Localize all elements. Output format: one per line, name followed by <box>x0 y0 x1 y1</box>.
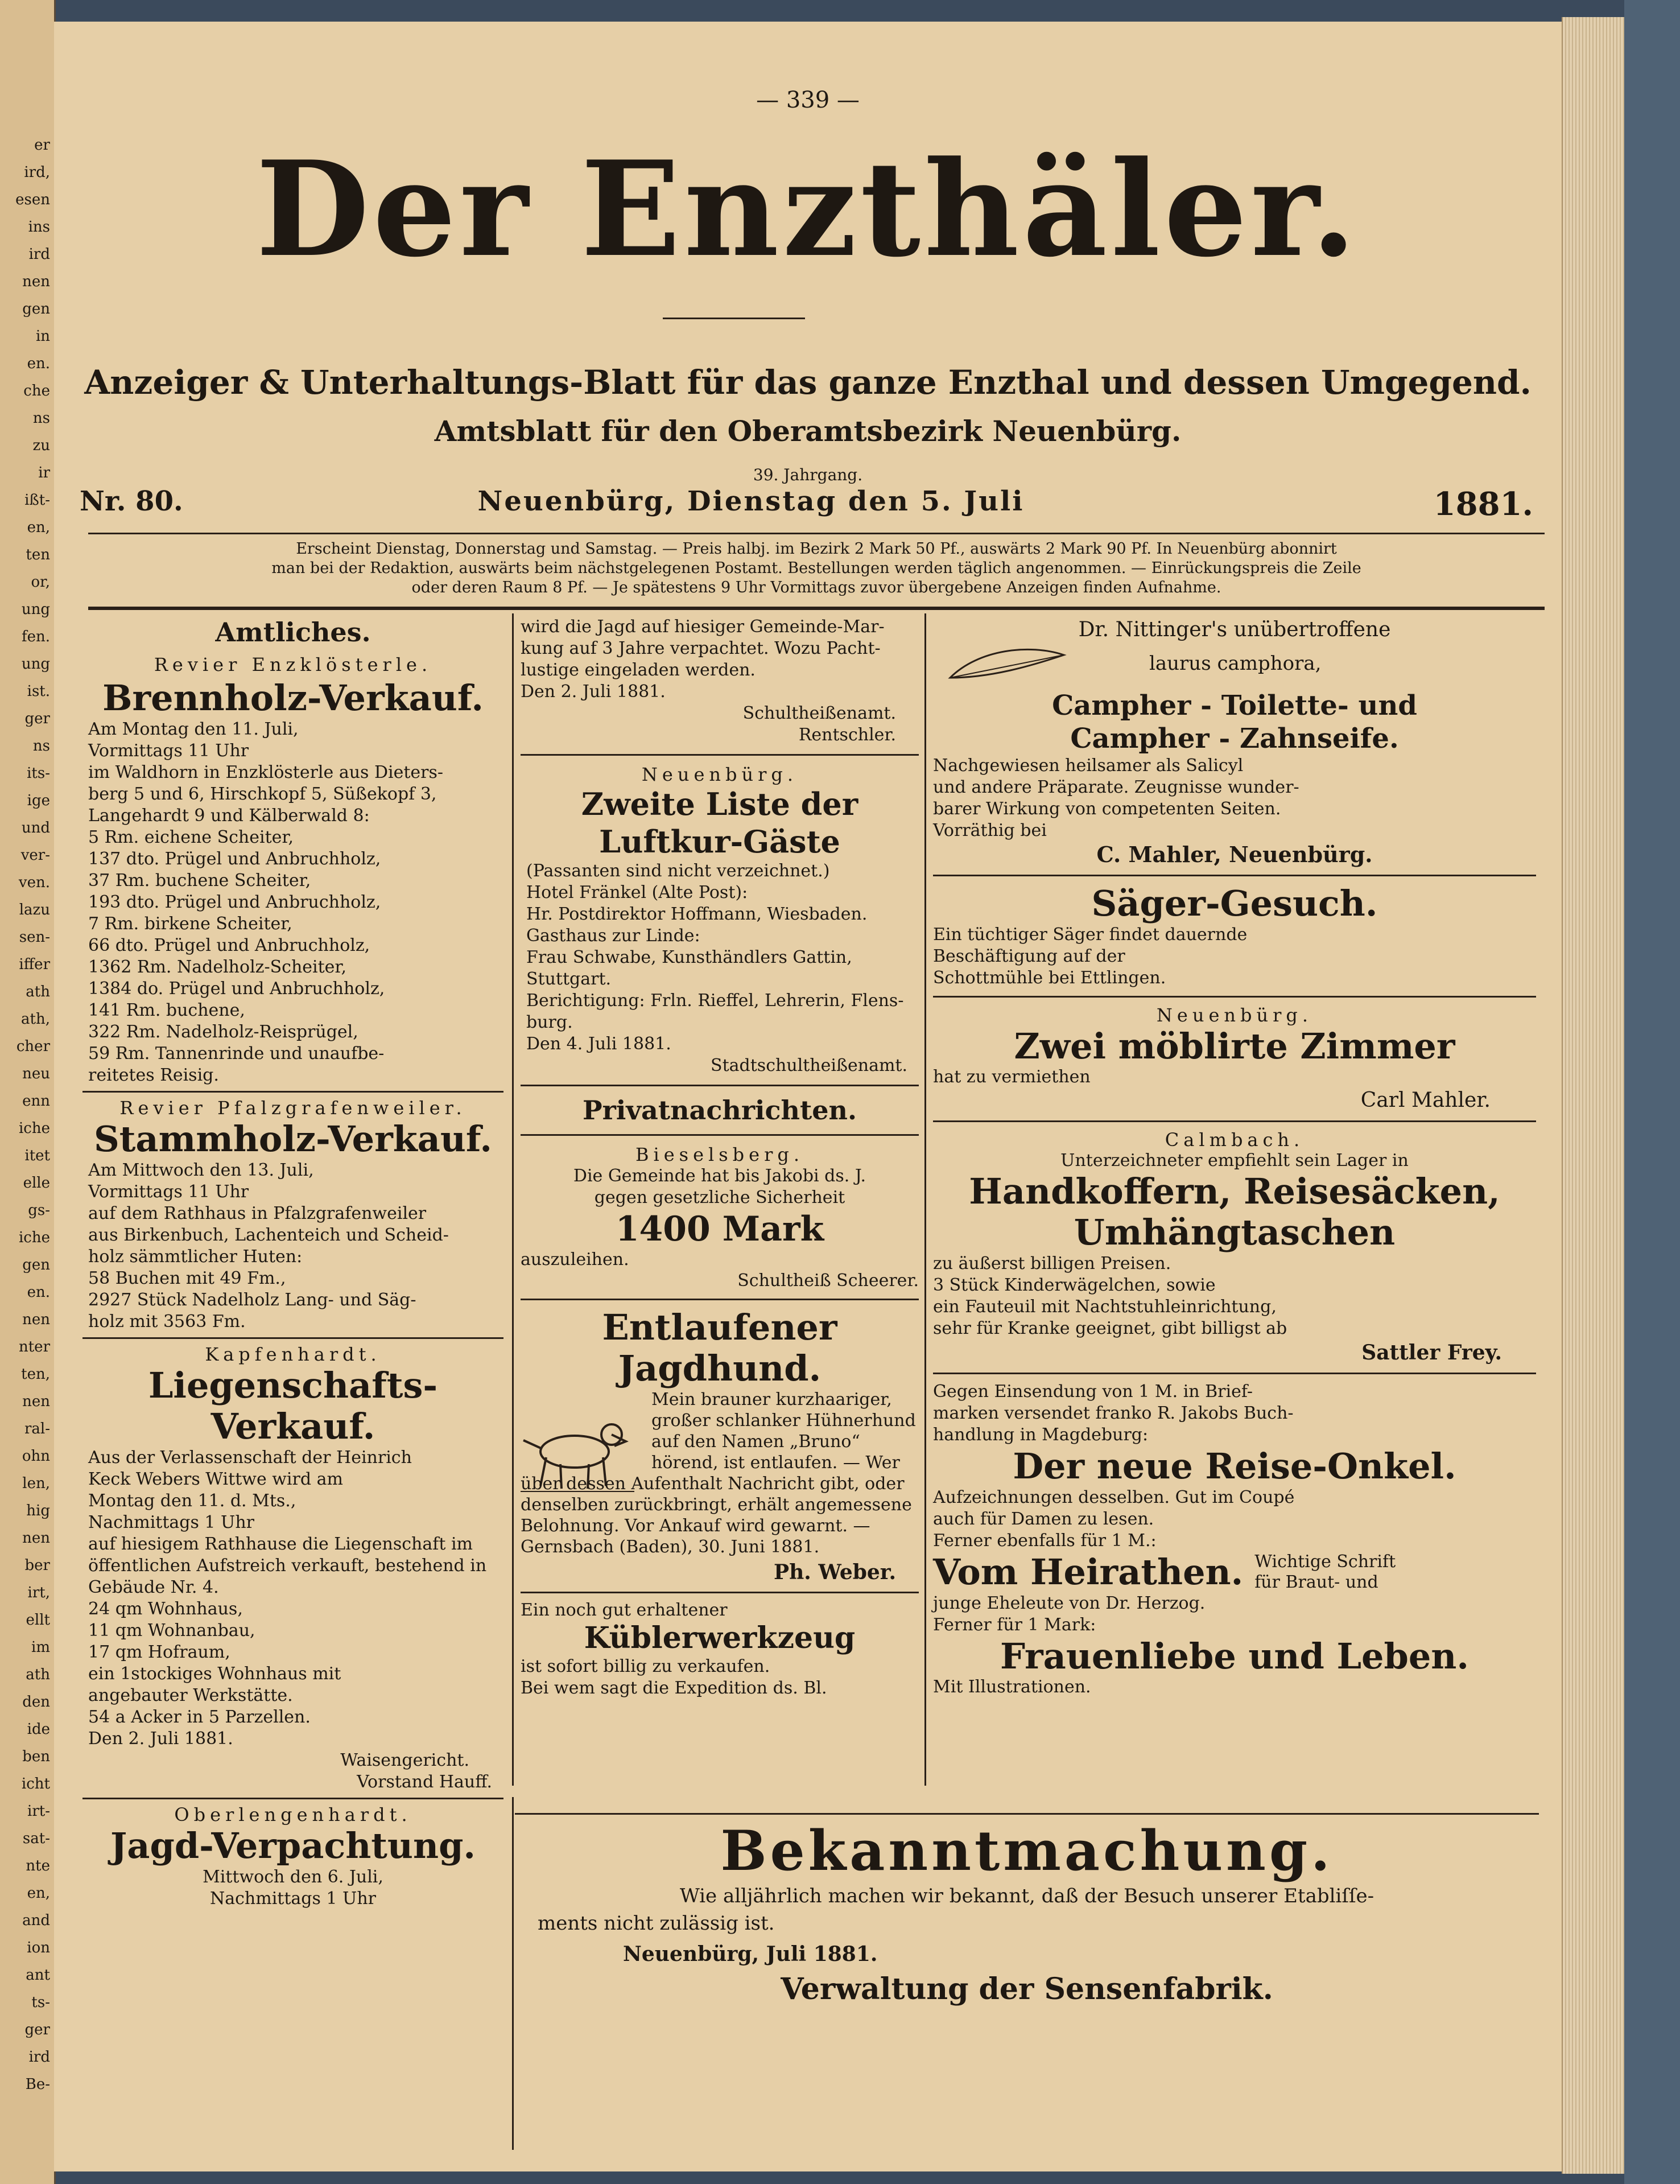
ad-signature: Schultheißenamt. <box>742 703 896 723</box>
ad-line: Den 4. Juli 1881. <box>526 1034 671 1054</box>
ad-body <box>933 1487 1536 1552</box>
ad-title: Handkoffern, Reisesäcken, <box>969 1171 1500 1212</box>
left-page-fragment: ten, <box>21 1366 50 1383</box>
ad-line: 322 Rm. Nadelholz-Reisprügel, <box>88 1022 358 1042</box>
ad-line: hörend, ist entlaufen. — Wer <box>651 1453 900 1473</box>
left-page-fragment: en, <box>27 1885 50 1902</box>
dog-ad-body <box>521 1389 919 1560</box>
ad-line: marken versendet franko R. Jakobs Buch- <box>933 1403 1294 1423</box>
left-page-fragment: ion <box>27 1939 50 1956</box>
left-page-fragment: ver- <box>20 847 50 864</box>
ad-body <box>521 1656 919 1699</box>
ad-line: Mit Illustrationen. <box>933 1677 1091 1697</box>
ad-line: Beschäftigung auf der <box>933 946 1125 966</box>
ad-line: auf den Namen „Bruno“ <box>651 1432 860 1452</box>
left-page-fragment: irt, <box>27 1584 50 1601</box>
ad-line: Gebäude Nr. 4. <box>88 1577 219 1597</box>
ad-line: 24 qm Wohnhaus, <box>88 1599 243 1619</box>
ad-line: angebauter Werkstätte. <box>88 1686 293 1705</box>
left-page-fragment: ben <box>22 1748 50 1765</box>
issue-number: Nr. 80. <box>80 485 183 517</box>
column-2 <box>521 616 919 1699</box>
ad-line: hat zu vermiethen <box>933 1067 1091 1087</box>
left-page-fragment: im <box>31 1639 50 1656</box>
left-page-fragment: lazu <box>19 901 50 918</box>
column-divider <box>924 613 926 1786</box>
left-page-fragment: ird <box>28 2049 50 2066</box>
column-divider <box>512 1797 514 2150</box>
ad-title: Der neue Reise-Onkel. <box>1013 1445 1456 1487</box>
announcement-signature: Verwaltung der Sensenfabrik. <box>781 1972 1273 2006</box>
left-page-fragment: nte <box>26 1857 50 1874</box>
ad-title: Campher - Zahnseife. <box>1070 723 1399 755</box>
left-page-fragment: en, <box>27 519 50 536</box>
ad-line: Vorräthig bei <box>933 821 1047 840</box>
left-page-edge <box>0 0 56 2184</box>
ad-line: Belohnung. Vor Ankauf wird gewarnt. — <box>521 1516 870 1536</box>
ad-body <box>521 616 919 703</box>
section-heading-amtliches: Amtliches. <box>215 617 371 648</box>
section-heading-private: Privatnachrichten. <box>583 1095 857 1126</box>
left-page-fragment: and <box>22 1912 50 1929</box>
ad-title: Zweite Liste der Luftkur-Gäste <box>581 786 858 860</box>
left-page-fragment: ath <box>26 1666 50 1683</box>
announcement-place: Neuenbürg, Juli 1881. <box>623 1942 878 1966</box>
ad-line: im Waldhorn in Enzklösterle aus Dieters- <box>88 763 444 782</box>
ad-line: und andere Präparate. Zeugnisse wunder- <box>933 777 1299 797</box>
left-page-fragment: sat- <box>22 1830 50 1847</box>
ad-line: Gernsbach (Baden), 30. Juni 1881. <box>521 1537 820 1557</box>
ad-line: Den 2. Juli 1881. <box>521 682 666 702</box>
column-divider <box>512 613 514 1786</box>
ad-signature: Sattler Frey. <box>1361 1341 1502 1365</box>
left-page-fragment: in <box>35 328 50 345</box>
ad-line: Gegen Einsendung von 1 M. in Brief- <box>933 1382 1253 1402</box>
left-page-fragment: its- <box>27 765 50 782</box>
ad-line: 58 Buchen mit 49 Fm., <box>88 1268 286 1288</box>
left-page-fragment: nen <box>22 1311 50 1328</box>
left-page-fragment: ant <box>26 1967 50 1984</box>
ad-body <box>82 719 503 1086</box>
ad-line: Am Mittwoch den 13. Juli, <box>88 1160 314 1180</box>
ad-line: Hr. Postdirektor Hoffmann, Wiesbaden. <box>526 904 868 924</box>
left-page-fragment: gen <box>22 1256 50 1274</box>
ad-line: wird die Jagd auf hiesiger Gemeinde-Mar- <box>521 617 885 637</box>
ad-signature: Carl Mahler. <box>1360 1089 1491 1112</box>
announcement-line: Wie alljährlich machen wir bekannt, daß der Besuch unserer Etabliſſe- <box>679 1885 1374 1907</box>
left-page-fragment: ung <box>21 601 50 618</box>
ad-line: Wichtige Schrift <box>1254 1552 1396 1572</box>
ad-line: burg. <box>526 1012 573 1032</box>
ad-line: Montag den 11. d. Mts., <box>88 1491 296 1511</box>
ad-signature: Ph. Weber. <box>774 1560 896 1584</box>
subtitle: Anzeiger & Unterhaltungs-Blatt für das ganze Enzthal und dessen Umgegend. <box>84 363 1532 402</box>
ad-signature: Vorstand Hauff. <box>357 1772 492 1792</box>
ad-place: Oberlengenhardt. <box>174 1804 412 1826</box>
ad-line: Berichtigung: Frln. Rieffel, Lehrerin, Flens- <box>526 991 904 1011</box>
ad-title: Zwei möblirte Zimmer <box>1014 1025 1455 1067</box>
ad-line: Vormittags 11 Uhr <box>88 741 249 761</box>
ad-seller: C. Mahler, Neuenbürg. <box>1096 842 1373 867</box>
leaf-icon <box>944 644 1070 689</box>
notice-line: oder deren Raum 8 Pf. — Je spätestens 9 Uhr Vormittags zuvor übergebene Anzeigen finden Aufnahme. <box>411 579 1221 596</box>
left-page-fragment: er <box>34 137 50 154</box>
ad-line: Am Montag den 11. Juli, <box>88 719 299 739</box>
ad-line: für Braut- und <box>1254 1572 1378 1592</box>
ad-line: Nachgewiesen heilsamer als Salicyl <box>933 756 1244 776</box>
left-page-fragment: gs- <box>28 1202 50 1219</box>
ad-title: Brennholz-Verkauf. <box>102 677 484 719</box>
ad-body <box>933 1381 1536 1446</box>
left-page-fragment: neu <box>22 1065 50 1082</box>
ad-line: kung auf 3 Jahre verpachtet. Wozu Pacht- <box>521 638 881 658</box>
ad-body <box>82 1866 503 1910</box>
official-line: Amtsblatt für den Oberamtsbezirk Neuenbürg. <box>434 414 1182 448</box>
book-cover <box>1624 0 1680 2184</box>
notice-rule <box>88 607 1545 610</box>
ad-title: Campher - Toilette- und <box>1052 690 1417 722</box>
ad-place: Bieselsberg. <box>635 1144 804 1165</box>
ad-line: großer schlanker Hühnerhund <box>651 1411 916 1431</box>
ad-line: Aufzeichnungen desselben. Gut im Coupé <box>933 1487 1295 1507</box>
ad-body <box>933 755 1536 842</box>
ad-line: Nachmittags 1 Uhr <box>209 1889 376 1909</box>
left-page-fragment: elle <box>23 1175 50 1192</box>
left-page-fragment: esen <box>15 191 50 208</box>
ad-line: sehr für Kranke geeignet, gibt billigst ab <box>933 1318 1287 1338</box>
ad-line: Bei wem sagt die Expedition ds. Bl. <box>521 1678 827 1698</box>
announcement <box>521 1820 1533 2008</box>
ad-signature: Schultheiß Scheerer. <box>737 1271 919 1291</box>
announcement-line: ments nicht zulässig ist. <box>538 1912 775 1935</box>
ad-line: ein Fauteuil mit Nachtstuhleinrichtung, <box>933 1297 1277 1317</box>
left-page-fragment: ts- <box>31 1994 50 2011</box>
left-page-fragment: ger <box>24 2021 50 2038</box>
ad-line: Mittwoch den 6. Juli, <box>203 1867 383 1887</box>
ad-line: Ferner ebenfalls für 1 M.: <box>933 1531 1157 1551</box>
year: 1881. <box>1433 485 1533 523</box>
ad-body <box>521 1389 919 1557</box>
ad-line: Frau Schwabe, Kunsthändlers Gattin, <box>526 947 852 967</box>
ad-title: Entlaufener Jagdhund. <box>602 1307 837 1389</box>
ad-line: Ferner für 1 Mark: <box>933 1615 1096 1635</box>
left-page-fragment: ung <box>21 656 50 673</box>
left-page-fragment: ellt <box>26 1612 50 1629</box>
ad-line: öffentlichen Aufstreich verkauft, bestehend in <box>88 1556 487 1576</box>
left-page-fragment: irt- <box>27 1803 50 1820</box>
ad-line: aus Birkenbuch, Lachenteich und Scheid- <box>88 1225 449 1245</box>
ad-body <box>933 1593 1536 1636</box>
ad-line: (Passanten sind nicht verzeichnet.) <box>526 861 830 881</box>
page-number: — 339 — <box>756 87 860 113</box>
column-1 <box>82 616 503 1910</box>
ad-line: 3 Stück Kinderwägelchen, sowie <box>933 1275 1216 1295</box>
ad-line: Den 2. Juli 1881. <box>88 1729 233 1749</box>
ad-title: Stammholz-Verkauf. <box>94 1118 492 1160</box>
ad-line: 2927 Stück Nadelholz Lang- und Säg- <box>88 1290 416 1310</box>
notice-line: man bei der Redaktion, auswärts beim nächstgelegenen Postamt. Bestellungen werden täglich angenommen. — Einrückungspreis die Zeile <box>271 559 1361 577</box>
left-page-fragment: or, <box>31 574 50 591</box>
ad-body <box>933 1253 1536 1340</box>
ad-line: Keck Webers Wittwe wird am <box>88 1469 343 1489</box>
ad-title: Umhängtaschen <box>1074 1211 1396 1253</box>
header-rule <box>88 533 1545 534</box>
left-page-fragment: ir <box>38 464 50 481</box>
left-page-fragment: ohn <box>22 1448 50 1465</box>
ad-signature: Waisengericht. <box>340 1750 469 1770</box>
ad-title: Küblerwerkzeug <box>584 1621 856 1655</box>
ad-line: denselben zurückbringt, erhält angemessene <box>521 1495 912 1515</box>
ad-line: barer Wirkung von competenten Seiten. <box>933 799 1281 819</box>
ad-line: auf hiesigem Rathhause die Liegenschaft im <box>88 1534 473 1554</box>
ad-title: Vom Heirathen. <box>933 1551 1244 1593</box>
left-page-fragment: zu <box>32 437 50 454</box>
left-page-fragment: ten <box>26 546 50 563</box>
dateline: Neuenbürg, Dienstag den 5. Juli <box>477 485 1025 517</box>
ad-line: 1384 do. Prügel und Anbruchholz, <box>88 979 385 999</box>
ad-line: Vormittags 11 Uhr <box>88 1182 249 1202</box>
left-page-fragment: ird, <box>24 164 50 181</box>
ad-signature: Stadtschultheißenamt. <box>711 1056 907 1075</box>
left-page-fragment: iffer <box>19 956 50 973</box>
left-page-fragment: nen <box>22 1530 50 1547</box>
ad-title: Dr. Nittinger's unübertroffene <box>1078 618 1391 641</box>
ad-line: 193 dto. Prügel und Anbruchholz, <box>88 892 381 912</box>
ad-line: Gasthaus zur Linde: <box>526 926 700 946</box>
ad-line: Unterzeichneter empfiehlt sein Lager in <box>1060 1151 1409 1171</box>
ad-line: Schottmühle bei Ettlingen. <box>933 968 1166 988</box>
ad-place: Neuenbürg. <box>1156 1004 1313 1026</box>
left-page-fragment: ist. <box>27 683 50 700</box>
ad-body <box>933 924 1536 989</box>
column-3 <box>933 616 1536 1697</box>
ad-line: Mein brauner kurzhaariger, <box>651 1390 892 1410</box>
left-page-fragment: ath <box>26 983 50 1000</box>
ad-line: ist sofort billig zu verkaufen. <box>521 1656 770 1676</box>
ad-body <box>521 1165 919 1209</box>
left-page-fragment: en. <box>27 1284 50 1301</box>
left-page-fragment: iche <box>18 1229 50 1246</box>
ad-line: Aus der Verlassenschaft der Heinrich <box>88 1448 412 1468</box>
ad-body <box>521 860 919 1055</box>
left-page-fragment: nen <box>22 273 50 290</box>
ornament-rule <box>663 318 805 319</box>
volume: 39. Jahrgang. <box>753 465 863 484</box>
ad-line: 141 Rm. buchene, <box>88 1000 245 1020</box>
ad-place: Kapfenhardt. <box>205 1344 381 1365</box>
ad-subtitle: laurus camphora, <box>1149 652 1322 675</box>
left-page-fragment: ns <box>32 737 50 755</box>
loan-amount: 1400 Mark <box>615 1209 824 1249</box>
ad-line: Langehardt 9 und Kälberwald 8: <box>88 806 370 826</box>
ad-line: handlung in Magdeburg: <box>933 1425 1149 1445</box>
subscription-notice <box>88 539 1545 597</box>
left-page-fragment: hig <box>26 1502 50 1519</box>
announcement-rule <box>515 1813 1539 1815</box>
ad-line: 7 Rm. birkene Scheiter, <box>88 914 292 934</box>
ad-title: Jagd-Verpachtung. <box>110 1825 476 1866</box>
left-page-fragment: ißt- <box>24 492 50 509</box>
left-page-fragment: ven. <box>18 874 50 891</box>
ad-line: holz mit 3563 Fm. <box>88 1312 246 1332</box>
ad-line: zu äußerst billigen Preisen. <box>933 1254 1171 1274</box>
newspaper-page <box>54 22 1562 2171</box>
left-page-fragment: ber <box>24 1557 50 1574</box>
notice-line: Erscheint Dienstag, Donnerstag und Samstag. — Preis halbj. im Bezirk 2 Mark 50 Pf., auswärts 2 Mark 90 Pf. In Neuenbürg abonnirt <box>296 540 1337 558</box>
left-page-fragment: iche <box>18 1120 50 1137</box>
ad-title: Liegenschafts-Verkauf. <box>148 1365 438 1447</box>
ad-line: gegen gesetzliche Sicherheit <box>594 1188 845 1208</box>
left-page-fragment: len, <box>22 1475 50 1492</box>
ad-line: Die Gemeinde hat bis Jakobi ds. J. <box>573 1166 866 1186</box>
ad-line: Hotel Fränkel (Alte Post): <box>526 883 748 903</box>
ad-line: 5 Rm. eichene Scheiter, <box>88 827 294 847</box>
left-page-fragment: den <box>22 1693 50 1711</box>
left-page-fragment: ide <box>27 1721 50 1738</box>
ad-title: Frauenliebe und Leben. <box>1000 1635 1469 1677</box>
ad-title: Säger-Gesuch. <box>1091 883 1378 924</box>
left-page-fragment: en. <box>27 355 50 372</box>
left-page-fragment: ath, <box>21 1011 50 1028</box>
left-page-fragment: icht <box>21 1775 50 1792</box>
ad-line: 66 dto. Prügel und Anbruchholz, <box>88 936 370 955</box>
left-page-fragment: ins <box>28 219 50 236</box>
ad-line: Ein noch gut erhaltener <box>521 1600 728 1620</box>
left-page-fragment: nen <box>22 1393 50 1410</box>
left-page-fragment: nter <box>18 1338 50 1355</box>
ad-line: 137 dto. Prügel und Anbruchholz, <box>88 849 381 869</box>
ad-place: Revier Pfalzgrafenweiler. <box>119 1097 467 1119</box>
ad-line: 1362 Rm. Nadelholz-Scheiter, <box>88 957 347 977</box>
left-page-fragment: fen. <box>21 628 50 645</box>
ad-line: Stuttgart. <box>526 969 612 989</box>
ad-line: Ein tüchtiger Säger findet dauernde <box>933 925 1248 945</box>
ad-line: holz sämmtlicher Huten: <box>88 1247 303 1267</box>
left-page-fragment: ns <box>32 410 50 427</box>
ad-line: 11 qm Wohnanbau, <box>88 1621 255 1641</box>
ad-line: 37 Rm. buchene Scheiter, <box>88 871 311 891</box>
ad-line: auch für Damen zu lesen. <box>933 1509 1154 1529</box>
ad-line: berg 5 und 6, Hirschkopf 5, Süßekopf 3, <box>88 784 437 804</box>
ad-line: 54 a Acker in 5 Parzellen. <box>88 1707 311 1727</box>
left-page-fragment: ige <box>27 792 50 809</box>
ad-place: Neuenbürg. <box>641 764 798 785</box>
left-page-fragment: itet <box>24 1147 50 1164</box>
ad-body <box>82 1160 503 1333</box>
left-page-fragment: Be- <box>25 2076 50 2093</box>
masthead-title: Der Enzthäler. <box>255 133 1360 286</box>
ad-signature: Rentschler. <box>798 725 896 745</box>
ad-body <box>82 1447 503 1750</box>
ad-line: auszuleihen. <box>521 1250 629 1270</box>
ad-place: Calmbach. <box>1165 1129 1305 1151</box>
announcement-title: Bekanntmachung. <box>720 1819 1334 1883</box>
left-page-fragment: cher <box>16 1038 50 1055</box>
left-page-fragment: ger <box>24 710 50 727</box>
left-page-fragment: gen <box>22 300 50 318</box>
left-page-fragment: ird <box>28 246 50 263</box>
ad-line: junge Eheleute von Dr. Herzog. <box>933 1593 1206 1613</box>
ad-line: lustige eingeladen werden. <box>521 660 756 680</box>
page-stack-edges <box>1562 17 1625 2174</box>
left-page-fragment: enn <box>22 1093 50 1110</box>
left-page-fragment: und <box>21 819 50 836</box>
ad-line: 59 Rm. Tannenrinde und unaufbe- <box>88 1044 385 1064</box>
ad-place: Revier Enzklösterle. <box>154 654 432 675</box>
ad-line: auf dem Rathhaus in Pfalzgrafenweiler <box>88 1204 427 1223</box>
ad-line: 17 qm Hofraum, <box>88 1642 230 1662</box>
left-page-fragment: ral- <box>24 1420 50 1437</box>
ad-line: ein 1stockiges Wohnhaus mit <box>88 1664 341 1684</box>
ad-line: reitetes Reisig. <box>88 1065 219 1085</box>
ad-line: Nachmittags 1 Uhr <box>88 1513 255 1532</box>
left-page-fragment: che <box>23 382 50 399</box>
ad-line: über dessen Aufenthalt Nachricht gibt, oder <box>521 1474 905 1494</box>
left-page-fragment: sen- <box>19 929 50 946</box>
